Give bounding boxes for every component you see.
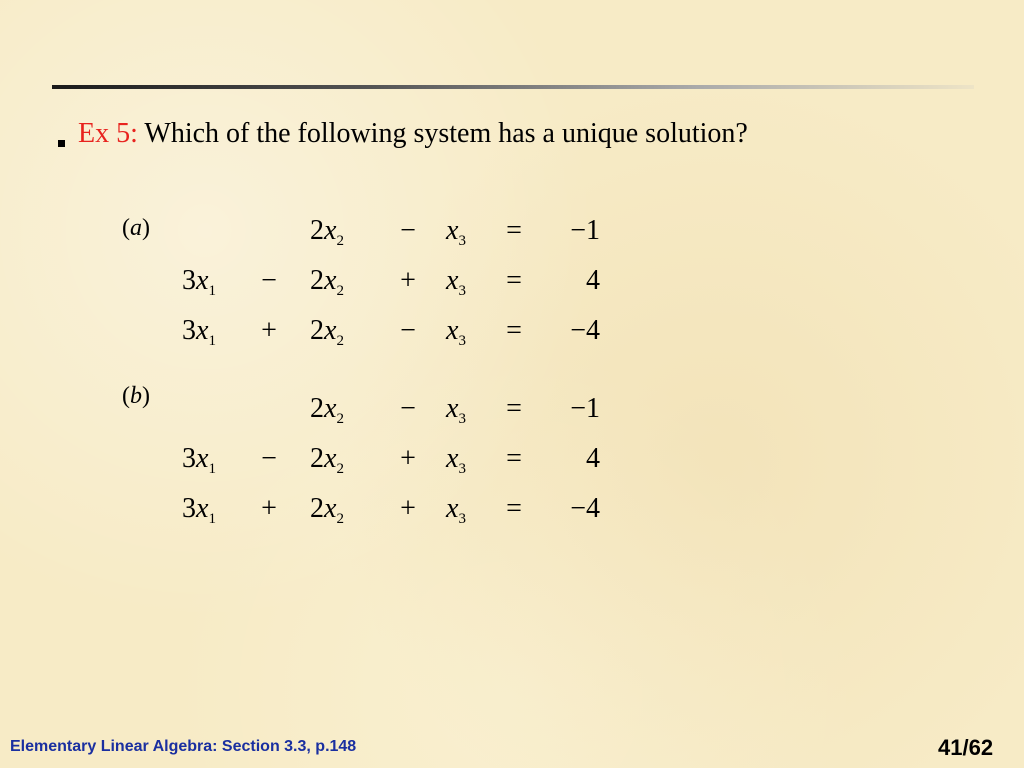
equation-row [0, 215, 700, 255]
term-x2: $2x_2$ [310, 443, 344, 477]
operator: + [400, 265, 416, 296]
term-x1: $3x_1$ [182, 443, 216, 477]
rhs-value: 4 [586, 443, 600, 474]
operator: − [400, 215, 416, 246]
term-x1: $3x_1$ [182, 315, 216, 349]
system-b-label: (b) [122, 383, 150, 409]
rhs-value: −1 [570, 215, 600, 246]
term-x2: $2x_2$ [310, 265, 344, 299]
term-x3: $x_3$ [446, 443, 466, 477]
operator: − [400, 393, 416, 424]
bullet-square-icon [58, 140, 65, 147]
equation-row [0, 443, 700, 483]
rhs-value: −1 [570, 393, 600, 424]
equation-row [0, 393, 700, 433]
question-heading [78, 118, 748, 150]
system-a-label: (a) [122, 215, 150, 241]
equals-sign: = [506, 393, 522, 424]
equation-row [0, 493, 700, 533]
equals-sign: = [506, 443, 522, 474]
term-x2: $2x_2$ [310, 393, 344, 427]
system-b-letter: b [130, 383, 142, 409]
equals-sign: = [506, 215, 522, 246]
equation-row [0, 265, 700, 305]
title-divider-rule [52, 85, 974, 89]
operator: + [261, 315, 277, 346]
system-a-letter: a [130, 215, 142, 241]
example-label: Ex 5: [78, 118, 138, 149]
equals-sign: = [506, 493, 522, 524]
term-x3: $x_3$ [446, 265, 466, 299]
rhs-value: −4 [570, 493, 600, 524]
operator: − [400, 315, 416, 346]
equation-row [0, 315, 700, 355]
operator: + [400, 443, 416, 474]
term-x2: $2x_2$ [310, 215, 344, 249]
page-number: 41/62 [938, 735, 994, 760]
operator: + [400, 493, 416, 524]
question-text: Which of the following system has a unique solution? [144, 118, 748, 149]
rhs-value: 4 [586, 265, 600, 296]
term-x3: $x_3$ [446, 393, 466, 427]
term-x3: $x_3$ [446, 215, 466, 249]
rhs-value: −4 [570, 315, 600, 346]
term-x1: $3x_1$ [182, 265, 216, 299]
operator: − [261, 443, 277, 474]
term-x3: $x_3$ [446, 315, 466, 349]
term-x2: $2x_2$ [310, 493, 344, 527]
equals-sign: = [506, 315, 522, 346]
operator: − [261, 265, 277, 296]
operator: + [261, 493, 277, 524]
term-x1: $3x_1$ [182, 493, 216, 527]
term-x2: $2x_2$ [310, 315, 344, 349]
footer-source-citation: Elementary Linear Algebra: Section 3.3, p.148 [10, 738, 357, 755]
equals-sign: = [506, 265, 522, 296]
term-x3: $x_3$ [446, 493, 466, 527]
